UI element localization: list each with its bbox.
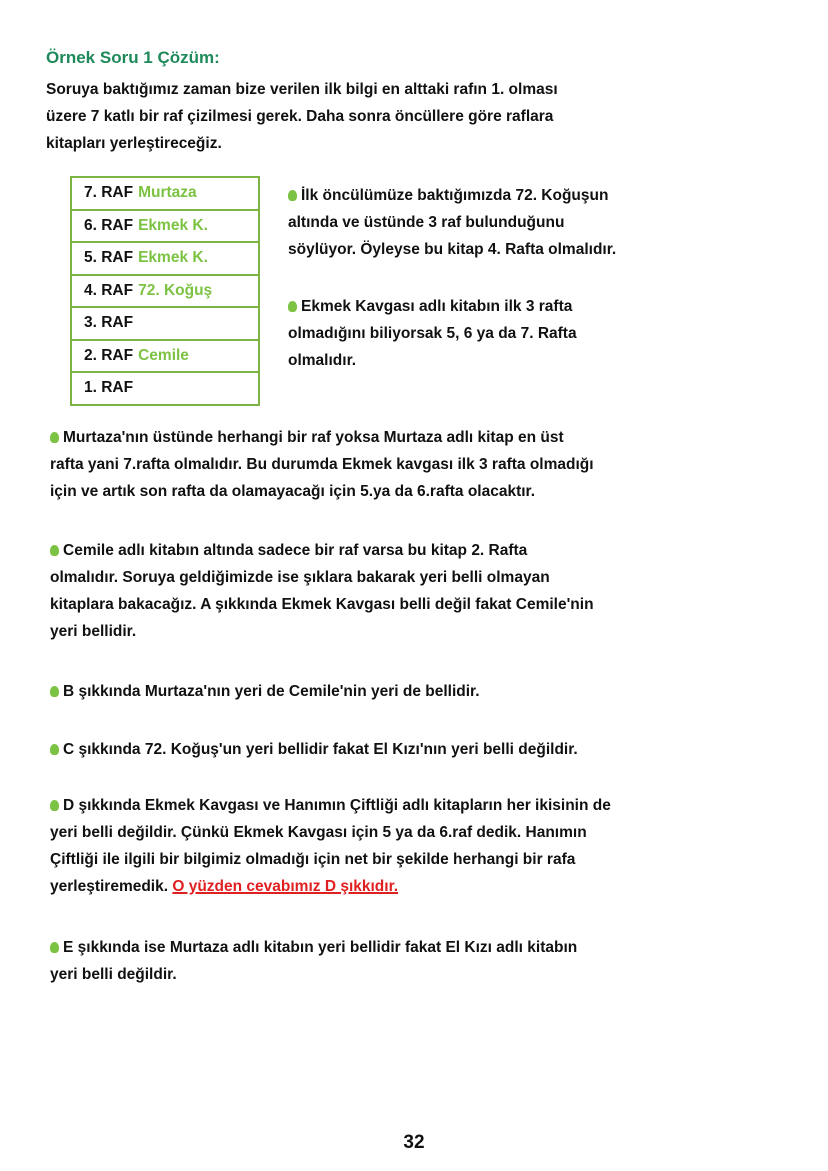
shelf-book: Murtaza	[138, 184, 197, 201]
text-line: yerleştiremedik.	[50, 878, 169, 895]
page-title: Örnek Soru 1 Çözüm:	[46, 48, 220, 67]
shelf-row	[72, 178, 258, 211]
shelf-label: 1. RAF	[84, 379, 134, 396]
paragraph-option-b	[50, 678, 480, 705]
text-line: kitapları yerleştireceğiz.	[46, 135, 222, 152]
shelf-label: 3. RAF	[84, 314, 134, 331]
text-line: olmalıdır. Soruya geldiğimizde ise şıklara bakarak yeri belli olmayan	[50, 569, 550, 586]
text-line: B şıkkında Murtaza'nın yeri de Cemile'nin yeri de bellidir.	[63, 683, 480, 700]
paragraph-option-d	[50, 792, 611, 900]
text-line: rafta yani 7.rafta olmalıdır. Bu durumda Ekmek kavgası ilk 3 rafta olmadığı	[50, 456, 594, 473]
side-note-2	[288, 293, 577, 374]
page-number: 32	[403, 1132, 425, 1153]
shelf-book: Cemile	[138, 346, 189, 364]
text-line: olmadığını biliyorsak 5, 6 ya da 7. Rafta	[288, 325, 577, 342]
paragraph-cemile	[50, 537, 594, 645]
shelf-row	[72, 276, 258, 309]
shelf-label: 7. RAF	[84, 184, 134, 201]
text-line: Soruya baktığımız zaman bize verilen ilk bilgi en alttaki rafın 1. olması	[46, 81, 558, 98]
leaf-bullet-icon	[288, 301, 297, 312]
shelf-row	[72, 211, 258, 244]
leaf-bullet-icon	[50, 744, 59, 755]
shelf-label: 2. RAF	[84, 346, 134, 364]
shelf-label: 5. RAF	[84, 249, 134, 266]
text-line: altında ve üstünde 3 raf bulunduğunu	[288, 214, 565, 231]
text-line: üzere 7 katlı bir raf çizilmesi gerek. Daha sonra öncüllere göre raflara	[46, 108, 554, 125]
shelf-label: 4. RAF	[84, 281, 134, 299]
text-line: Murtaza'nın üstünde herhangi bir raf yoksa Murtaza adlı kitap en üst	[63, 429, 564, 446]
shelf-row	[72, 243, 258, 276]
side-note-1	[288, 182, 616, 263]
leaf-bullet-icon	[50, 545, 59, 556]
paragraph-option-e	[50, 934, 577, 988]
text-line: Çiftliği ile ilgili bir bilgimiz olmadığı için net bir şekilde herhangi bir rafa	[50, 851, 576, 868]
shelf-book: Ekmek K.	[138, 216, 208, 234]
text-line: söylüyor. Öyleyse bu kitap 4. Rafta olmalıdır.	[288, 241, 617, 258]
intro-paragraph	[46, 76, 558, 157]
leaf-bullet-icon	[50, 432, 59, 443]
shelf-book: Ekmek K.	[138, 249, 208, 266]
text-line: kitaplara bakacağız. A şıkkında Ekmek Kavgası belli değil fakat Cemile'nin	[50, 596, 594, 613]
text-line: İlk öncülümüze baktığımızda 72. Koğuşun	[301, 187, 609, 204]
text-line: olmalıdır.	[288, 352, 357, 369]
paragraph-option-c	[50, 736, 578, 763]
paragraph-murtaza	[50, 424, 594, 505]
shelf-row	[72, 308, 258, 341]
text-line: yeri belli değildir. Çünkü Ekmek Kavgası için 5 ya da 6.raf dedik. Hanımın	[50, 824, 587, 841]
text-line: Ekmek Kavgası adlı kitabın ilk 3 rafta	[301, 298, 573, 315]
shelf-book: 72. Koğuş	[138, 281, 213, 299]
answer-highlight: O yüzden cevabımız D şıkkıdır.	[172, 878, 399, 895]
text-line: E şıkkında ise Murtaza adlı kitabın yeri bellidir fakat El Kızı adlı kitabın	[63, 939, 578, 956]
text-line: yeri bellidir.	[50, 623, 137, 640]
leaf-bullet-icon	[288, 190, 297, 201]
text-line: D şıkkında Ekmek Kavgası ve Hanımın Çiftliği adlı kitapların her ikisinin de	[63, 797, 611, 814]
text-line: yeri belli değildir.	[50, 966, 177, 983]
leaf-bullet-icon	[50, 800, 59, 811]
shelf-label: 6. RAF	[84, 216, 134, 234]
text-line: Cemile adlı kitabın altında sadece bir raf varsa bu kitap 2. Rafta	[63, 542, 528, 559]
text-line: C şıkkında 72. Koğuş'un yeri bellidir fakat El Kızı'nın yeri belli değildir.	[63, 741, 578, 758]
shelf-table	[70, 176, 260, 406]
leaf-bullet-icon	[50, 686, 59, 697]
text-line: için ve artık son rafta da olamayacağı için 5.ya da 6.rafta olacaktır.	[50, 483, 536, 500]
shelf-row	[72, 373, 258, 406]
leaf-bullet-icon	[50, 942, 59, 953]
shelf-row	[72, 341, 258, 374]
